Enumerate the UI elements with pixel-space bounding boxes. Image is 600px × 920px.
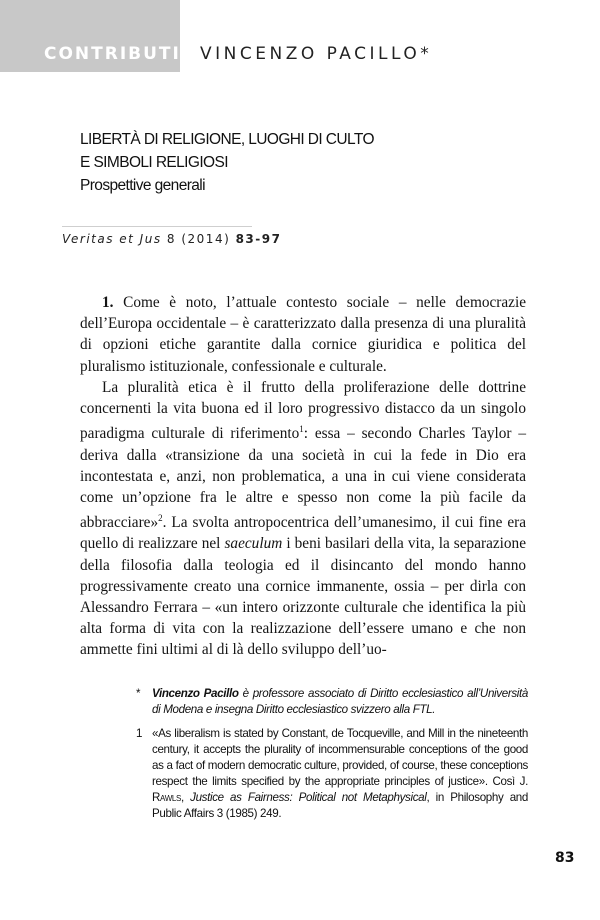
footnote-ref-1: 1: [299, 424, 304, 435]
article-body: [80, 292, 526, 661]
article-title: [80, 128, 374, 197]
footnotes: [138, 686, 528, 830]
journal-volume-year: 8 (2014): [161, 232, 236, 246]
title-line-1: LIBERTÀ DI RELIGIONE, LUOGHI DI CULTO: [80, 131, 374, 148]
page-number: 83: [555, 850, 575, 866]
section-label: CONTRIBUTI: [44, 44, 181, 64]
title-line-2: E SIMBOLI RELIGIOSI: [80, 154, 228, 171]
paragraph-1: 1. Come è noto, l’attuale contesto sociale – nelle democrazie dell’Europa occidentale – è caratterizzato dalla presenza di una pluralità di opzioni etiche garantite dalla cornice giuridica e politica del pluralismo istituzionale, confessionale e culturale.: [80, 294, 526, 375]
footnote-author: * Vincenzo Pacillo è professore associato di Diritto ecclesiastico all’Università di Modena e insegna Diritto ecclesiastico svizzero alla FTL.: [136, 687, 528, 716]
footnote-ref-2: 2: [158, 513, 163, 524]
section-number: 1.: [102, 294, 114, 311]
journal-citation: [62, 232, 281, 246]
paragraph-2: La pluralità etica è il frutto della proliferazione delle dottrine concernenti la vita buona ed il loro progressivo distacco da un singolo paradigma culturale di riferimento$^1$: essa – secondo Charles Taylor – deriva dalla «transizione da una società in cui la fede in Dio era incontestata e, anzi, non problematica, a una in cui viene considerata come un’opzione fra le altre e spesso non come la più facile da abbracciare»$^2$. La svolta antropocentrica dell’umanesimo, il cui fine era quello di realizzare nel saeculum i beni basilari della vita, la separazione della filosofia dalla teologia ed il disincanto del mondo hanno progressivamente creato una cornice immanente, ossia – per dirla con Alessandro Ferrara – «un intero orizzonte culturale che identifica la più alta forma di vita con la realizzazione dell’essere umano e che non ammette fini ultimi al di là dello sviluppo dell’uo-: [80, 378, 526, 659]
title-divider: [62, 226, 252, 227]
journal-pages: 83-97: [235, 232, 282, 246]
author-heading: VINCENZO PACILLO*: [200, 44, 433, 64]
journal-name: Veritas et Jus: [62, 232, 162, 246]
article-subtitle: Prospettive generali: [80, 177, 205, 194]
footnote-1: 1 «As liberalism is stated by Constant, de Tocqueville, and Mill in the nineteenth century, it accepts the plurality of incommensurable conceptions of the good as a fact of modern democratic culture, provided, of course, these conceptions respect the limits specified by the appropriate principles of justice». Così J. Rawls, Justice as Fairness: Political not Metaphysical, in Philosophy and Public Affairs 3 (1985) 249.: [136, 727, 528, 820]
